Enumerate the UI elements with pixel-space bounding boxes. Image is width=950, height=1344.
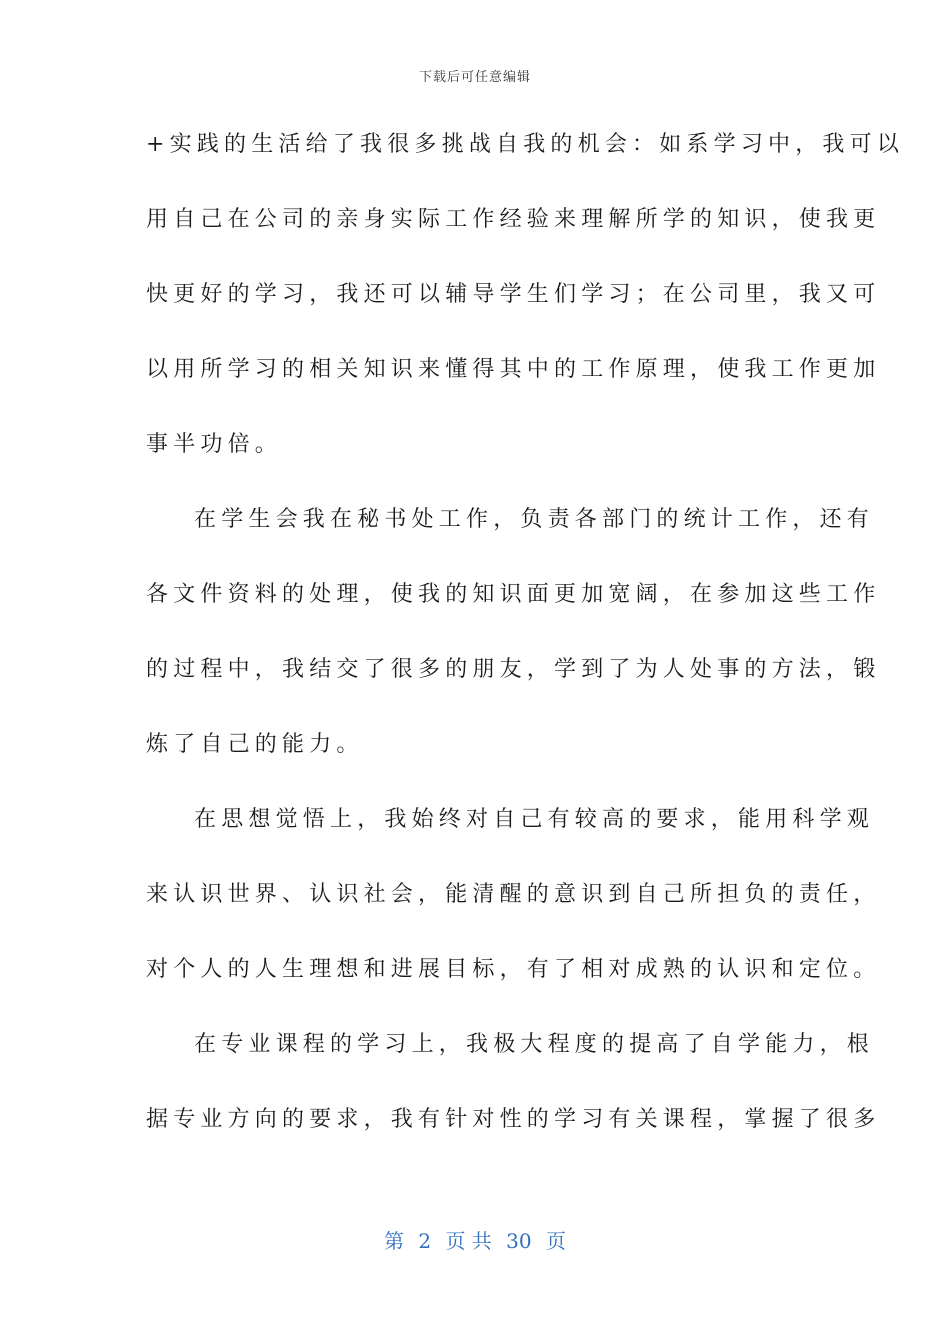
body-line: 事半功倍。 <box>146 432 283 457</box>
footer-suffix: 页 <box>545 1229 566 1253</box>
body-line: 在专业课程的学习上，我极大程度的提高了自学能力，根 <box>194 1032 875 1057</box>
body-line: 据专业方向的要求，我有针对性的学习有关课程，掌握了很多 <box>146 1107 881 1132</box>
footer-middle: 页 共 <box>445 1229 492 1253</box>
body-line: 用自己在公司的亲身实际工作经验来理解所学的知识，使我更 <box>146 207 881 232</box>
body-line: 炼了自己的能力。 <box>146 732 364 757</box>
body-line: 以用所学习的相关知识来懂得其中的工作原理，使我工作更加 <box>146 357 881 382</box>
current-page-number: 2 <box>418 1229 432 1253</box>
body-line: 快更好的学习，我还可以辅导学生们学习；在公司里，我又可 <box>146 282 881 307</box>
body-line: 来认识世界、认识社会，能清醒的意识到自己所担负的责任， <box>146 882 881 907</box>
page-footer <box>0 1225 950 1254</box>
body-line: +实践的生活给了我很多挑战自我的机会：如系学习中，我可以 <box>146 132 905 157</box>
body-line: 各文件资料的处理，使我的知识面更加宽阔，在参加这些工作 <box>146 582 881 607</box>
footer-prefix: 第 <box>384 1229 404 1253</box>
body-line: 的过程中，我结交了很多的朋友，学到了为人处事的方法，锻 <box>146 657 881 682</box>
total-pages-number: 30 <box>506 1229 532 1253</box>
body-line: 对个人的人生理想和进展目标，有了相对成熟的认识和定位。 <box>146 957 881 982</box>
header-note: 下载后可任意编辑 <box>418 70 531 85</box>
body-line: 在思想觉悟上，我始终对自己有较高的要求，能用科学观 <box>194 807 875 832</box>
body-line: 在学生会我在秘书处工作，负责各部门的统计工作，还有 <box>194 507 875 532</box>
